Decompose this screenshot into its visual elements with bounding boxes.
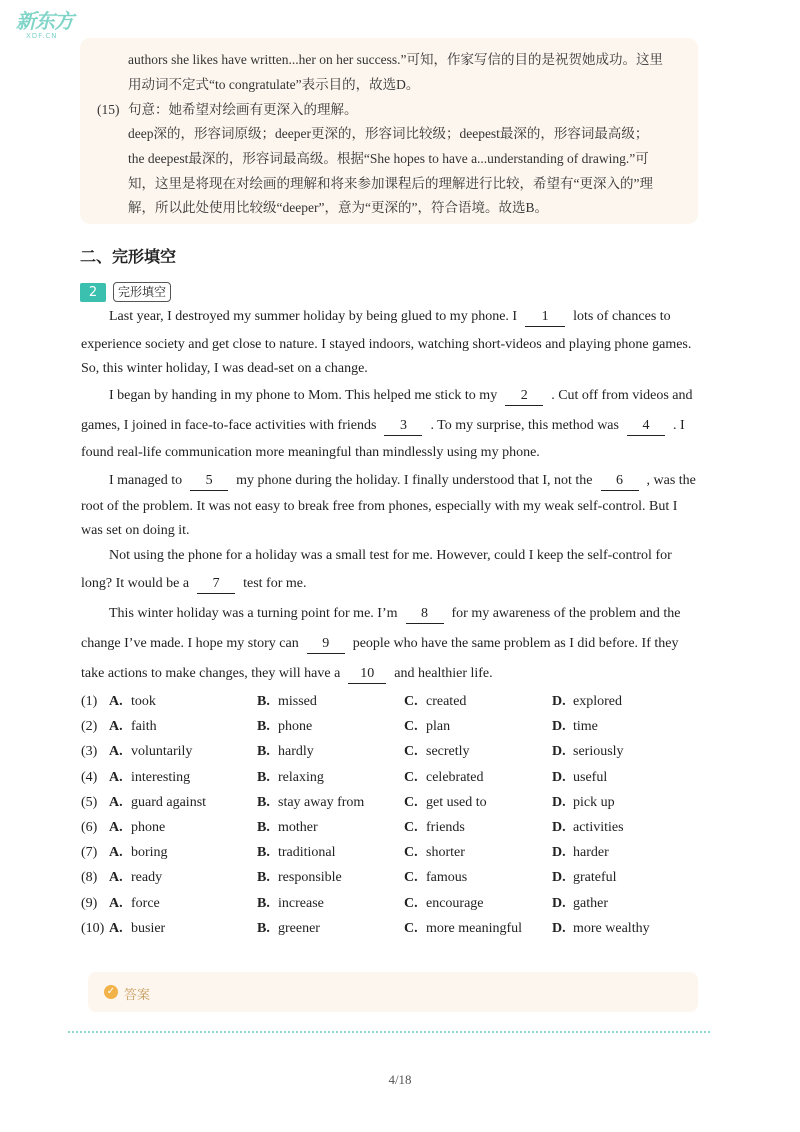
passage-line: found real-life communication more meaningful than mindlessly using my phone. bbox=[81, 445, 540, 460]
option-number: (1) bbox=[81, 694, 98, 709]
blank-9: 9 bbox=[307, 635, 345, 654]
option-letter-a: A. bbox=[109, 896, 123, 911]
option-letter-d: D. bbox=[552, 845, 566, 860]
explanation-line: 解，所以此处使用比较级“deeper”，意为“更深的”，符合语境。故选B。 bbox=[128, 200, 548, 215]
option-a-text[interactable]: force bbox=[131, 896, 160, 911]
explanation-line: 知，这里是将现在对绘画的理解和将来参加课程后的理解进行比较，希望有“更深入的”理 bbox=[128, 176, 653, 191]
option-letter-c: C. bbox=[404, 770, 418, 785]
option-number: (3) bbox=[81, 744, 98, 759]
option-b-text[interactable]: relaxing bbox=[278, 770, 324, 785]
option-c-text[interactable]: shorter bbox=[426, 845, 465, 860]
option-number: (10) bbox=[81, 921, 105, 936]
option-c-text[interactable]: encourage bbox=[426, 896, 484, 911]
explanation-line: authors she likes have written...her on her success.”可知，作家写信的目的是祝贺她成功。这里 bbox=[128, 52, 664, 67]
answer-box[interactable] bbox=[88, 972, 698, 1012]
option-b-text[interactable]: stay away from bbox=[278, 795, 365, 810]
option-a-text[interactable]: guard against bbox=[131, 795, 207, 810]
option-number: (6) bbox=[81, 820, 98, 835]
question-number-badge: 2 bbox=[80, 283, 106, 302]
option-d-text[interactable]: harder bbox=[573, 845, 609, 860]
option-c-text[interactable]: more meaningful bbox=[426, 921, 523, 936]
option-letter-c: C. bbox=[404, 744, 418, 759]
option-d-text[interactable]: seriously bbox=[573, 744, 624, 759]
option-d-text[interactable]: useful bbox=[573, 770, 608, 785]
option-b-text[interactable]: mother bbox=[278, 820, 318, 835]
option-letter-b: B. bbox=[257, 820, 270, 835]
option-letter-d: D. bbox=[552, 744, 566, 759]
option-letter-d: D. bbox=[552, 870, 566, 885]
option-letter-a: A. bbox=[109, 770, 123, 785]
option-b-text[interactable]: hardly bbox=[278, 744, 314, 759]
option-letter-c: C. bbox=[404, 820, 418, 835]
passage-line: Not using the phone for a holiday was a small test for me. However, could I keep the self-control for bbox=[109, 548, 672, 563]
check-icon: ✓ bbox=[104, 985, 118, 999]
option-letter-c: C. bbox=[404, 719, 418, 734]
passage-line: was set on doing it. bbox=[81, 523, 190, 538]
option-c-text[interactable]: celebrated bbox=[426, 770, 484, 785]
option-b-text[interactable]: traditional bbox=[278, 845, 336, 860]
passage-line: long? It would be a 7 test for me. bbox=[81, 575, 306, 594]
blank-4: 4 bbox=[627, 417, 665, 436]
blank-2: 2 bbox=[505, 387, 543, 406]
option-letter-d: D. bbox=[552, 770, 566, 785]
option-letter-d: D. bbox=[552, 719, 566, 734]
option-letter-d: D. bbox=[552, 896, 566, 911]
option-letter-c: C. bbox=[404, 694, 418, 709]
option-number: (9) bbox=[81, 896, 98, 911]
xdf-logo bbox=[16, 10, 86, 46]
option-letter-b: B. bbox=[257, 845, 270, 860]
blank-10: 10 bbox=[348, 665, 386, 684]
passage-line: games, I joined in face-to-face activities with friends 3 . To my surprise, this method was 4 . I bbox=[81, 417, 685, 436]
option-letter-b: B. bbox=[257, 795, 270, 810]
option-letter-a: A. bbox=[109, 921, 123, 936]
option-b-text[interactable]: greener bbox=[278, 921, 320, 936]
passage-line: I began by handing in my phone to Mom. This helped me stick to my 2 . Cut off from videos and bbox=[109, 387, 692, 406]
blank-6: 6 bbox=[601, 472, 639, 491]
option-letter-a: A. bbox=[109, 845, 123, 860]
option-letter-d: D. bbox=[552, 820, 566, 835]
option-c-text[interactable]: plan bbox=[426, 719, 451, 734]
passage-line: Last year, I destroyed my summer holiday by being glued to my phone. I 1 lots of chances to bbox=[109, 308, 671, 327]
option-c-text[interactable]: created bbox=[426, 694, 467, 709]
section-title: 二、完形填空 bbox=[80, 247, 177, 266]
option-c-text[interactable]: secretly bbox=[426, 744, 470, 759]
option-letter-b: B. bbox=[257, 694, 270, 709]
option-letter-b: B. bbox=[257, 896, 270, 911]
option-number: (8) bbox=[81, 870, 98, 885]
passage-line: root of the problem. It was not easy to break free from phones, especially with my weak self-control. But I bbox=[81, 499, 678, 514]
option-letter-a: A. bbox=[109, 820, 123, 835]
option-letter-d: D. bbox=[552, 795, 566, 810]
option-letter-a: A. bbox=[109, 744, 123, 759]
option-letter-c: C. bbox=[404, 921, 418, 936]
passage-line: So, this winter holiday, I was dead-set on a change. bbox=[81, 361, 368, 376]
option-b-text[interactable]: increase bbox=[278, 896, 324, 911]
option-b-text[interactable]: missed bbox=[278, 694, 317, 709]
option-number: (4) bbox=[81, 770, 98, 785]
option-d-text[interactable]: explored bbox=[573, 694, 622, 709]
passage-line: This winter holiday was a turning point for me. I’m 8 for my awareness of the problem and the bbox=[109, 605, 680, 624]
passage-line: take actions to make changes, they will have a 10 and healthier life. bbox=[81, 665, 493, 684]
explanation-line: deep深的，形容词原级；deeper更深的，形容词比较级；deepest最深的，形容词最高级； bbox=[128, 126, 649, 141]
option-letter-a: A. bbox=[109, 719, 123, 734]
option-letter-c: C. bbox=[404, 795, 418, 810]
option-letter-c: C. bbox=[404, 870, 418, 885]
option-letter-b: B. bbox=[257, 719, 270, 734]
option-d-text[interactable]: more wealthy bbox=[573, 921, 650, 936]
option-letter-d: D. bbox=[552, 921, 566, 936]
question-type-tag: 完形填空 bbox=[113, 282, 171, 302]
answer-label: 答案 bbox=[124, 988, 151, 1003]
option-letter-c: C. bbox=[404, 845, 418, 860]
option-letter-a: A. bbox=[109, 870, 123, 885]
passage-line: experience society and get close to nature. I stayed indoors, watching short-videos and playing phone games. bbox=[81, 337, 692, 352]
option-a-text[interactable]: phone bbox=[131, 820, 166, 835]
explanation-line: the deepest最深的，形容词最高级。根据“She hopes to have a...understanding of drawing.”可 bbox=[128, 151, 649, 166]
option-c-text[interactable]: friends bbox=[426, 820, 465, 835]
explanation-line: 句意：她希望对绘画有更深入的理解。 bbox=[128, 102, 358, 117]
blank-5: 5 bbox=[190, 472, 228, 491]
option-b-text[interactable]: responsible bbox=[278, 870, 342, 885]
option-a-text[interactable]: boring bbox=[131, 845, 168, 860]
blank-3: 3 bbox=[384, 417, 422, 436]
option-number: (7) bbox=[81, 845, 98, 860]
option-letter-d: D. bbox=[552, 694, 566, 709]
option-a-text[interactable]: voluntarily bbox=[131, 744, 193, 759]
option-number: (5) bbox=[81, 795, 98, 810]
option-letter-b: B. bbox=[257, 744, 270, 759]
passage-line: change I’ve made. I hope my story can 9 people who have the same problem as I did before. If they bbox=[81, 635, 678, 654]
dotted-divider bbox=[68, 1031, 710, 1033]
explanation-item-number: (15) bbox=[97, 102, 120, 117]
option-letter-a: A. bbox=[109, 694, 123, 709]
option-a-text[interactable]: took bbox=[131, 694, 156, 709]
option-b-text[interactable]: phone bbox=[278, 719, 313, 734]
option-c-text[interactable]: get used to bbox=[426, 795, 487, 810]
option-d-text[interactable]: time bbox=[573, 719, 598, 734]
option-a-text[interactable]: ready bbox=[131, 870, 163, 885]
option-a-text[interactable]: busier bbox=[131, 921, 166, 936]
option-d-text[interactable]: gather bbox=[573, 896, 608, 911]
blank-8: 8 bbox=[406, 605, 444, 624]
option-d-text[interactable]: activities bbox=[573, 820, 624, 835]
logo-text: 新东方 bbox=[16, 9, 73, 33]
option-a-text[interactable]: faith bbox=[131, 719, 157, 734]
explanation-line: 用动词不定式“to congratulate”表示目的，故选D。 bbox=[128, 77, 420, 92]
option-letter-b: B. bbox=[257, 770, 270, 785]
option-d-text[interactable]: grateful bbox=[573, 870, 617, 885]
logo-subtext: XDF.CN bbox=[26, 32, 58, 40]
passage-line: I managed to 5 my phone during the holiday. I finally understood that I, not the 6 , was the bbox=[109, 472, 696, 491]
option-a-text[interactable]: interesting bbox=[131, 770, 191, 785]
option-letter-b: B. bbox=[257, 921, 270, 936]
page-number: 4/18 bbox=[388, 1072, 412, 1087]
option-letter-a: A. bbox=[109, 795, 123, 810]
blank-1: 1 bbox=[525, 308, 565, 327]
blank-7: 7 bbox=[197, 575, 235, 594]
option-letter-c: C. bbox=[404, 896, 418, 911]
option-number: (2) bbox=[81, 719, 98, 734]
option-letter-b: B. bbox=[257, 870, 270, 885]
option-d-text[interactable]: pick up bbox=[573, 795, 615, 810]
option-c-text[interactable]: famous bbox=[426, 870, 468, 885]
